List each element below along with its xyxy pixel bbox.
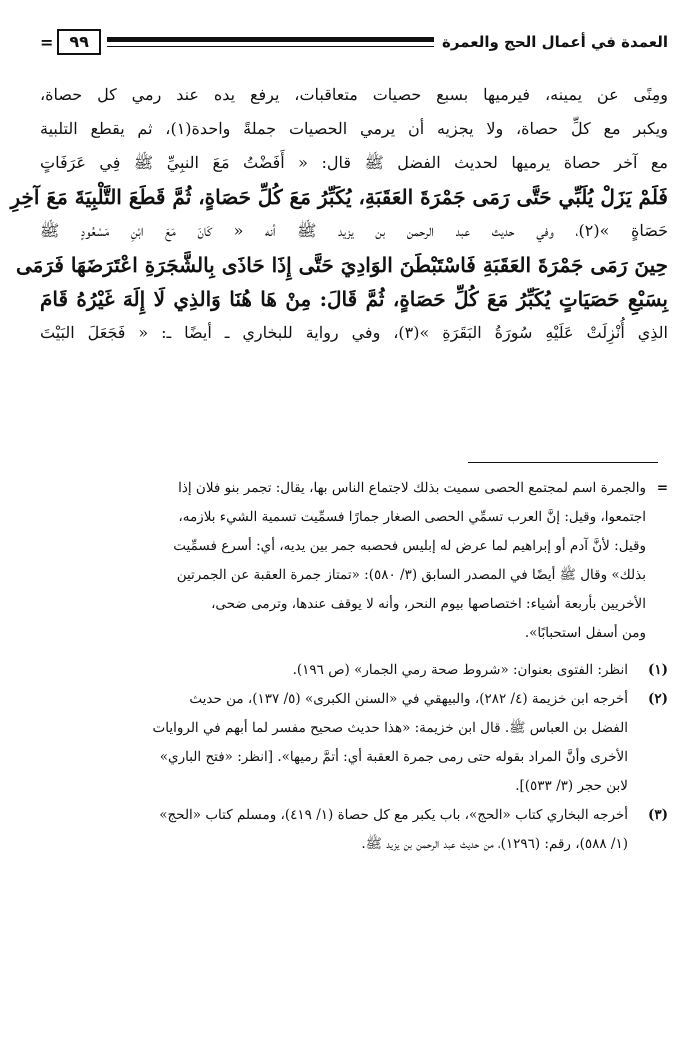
footnote-line: (١/ ٥٨٨)، رقم: (١٢٩٦)، من حديث عبد الرحمن بن يزيد ﷺ.: [361, 836, 628, 852]
footnote-line: ومن أسفل استحبابًا».: [524, 625, 646, 641]
footnote-1: [40, 656, 668, 685]
continued-footnote: [40, 474, 668, 648]
header-edge-mark: =: [40, 32, 54, 52]
text-line: ويكبر مع كلِّ حصاة، ولا يجزيه أن يرمي الحصيات جملةً واحدة(١)، ثم يقطع التلبية: [40, 119, 668, 138]
footnote-line: بذلك» وقال ﷺ أيضًا في المصدر السابق (٣/ ٥٨٠): «تمتاز جمرة العقبة عن الجمرتين: [176, 567, 646, 583]
footnote-line: الأخرى وأنَّ المراد بقوله حتى رمى جمرة العقبة أي: أتمَّ رميها». [انظر: «فتح الباري»: [159, 749, 628, 765]
text-line: مع آخر حصاة يرميها لحديث الفضل ﷺ قال: « أَفَضْتُ مَعَ النبِيِّ ﷺ فِي عَرَفَاتٍ: [40, 153, 668, 172]
footnote-line: الفضل بن العباس ﷺ. قال ابن خزيمة: «هذا حديث صحيح مفسر لما أبهم في الروايات: [152, 720, 628, 736]
footnote-line: انظر: الفتوى بعنوان: «شروط صحة رمي الجمار» (ص ١٩٦).: [292, 662, 628, 678]
footnote-number: (٣): [647, 807, 668, 823]
running-title: العمدة في أعمال الحج والعمرة: [442, 33, 668, 51]
header-rule: [107, 37, 434, 47]
footnote-number: (٢): [647, 691, 668, 707]
footnotes: [40, 474, 668, 859]
page-number: ٩٩: [57, 29, 101, 55]
hadith-line: فَلَمْ يَزَلْ يُلَبِّي حَتَّى رَمَى جَمْرَةَ العَقَبَةِ، يُكَبِّرُ مَعَ كُلِّ حَصَاةٍ، ثُمَّ قَطَعَ التَّلْبِيَةَ مَعَ آخِرِ: [10, 185, 668, 209]
main-text: [10, 78, 669, 350]
footnote-line: أخرجه ابن خزيمة (٤/ ٢٨٢)، والبيهقي في «السنن الكبرى» (٥/ ١٣٧)، من حديث: [189, 691, 628, 707]
footnote-divider: [468, 462, 658, 463]
footnote-line: اجتمعوا، وقيل: إنَّ العرب تسمِّي الحصى الصغار جمارًا فسمِّيت تسمية الشيء بلازمه،: [178, 509, 646, 525]
text-line: ومِنًى عن يمينه، فيرميها بسبع حصيات متعاقبات، يرفع يده عند رمي كل حصاة،: [40, 85, 668, 104]
footnote-line: لابن حجر (٣/ ٥٣٣)].: [515, 778, 628, 794]
footnote-number: (١): [647, 662, 668, 678]
text-line: حَصَاةٍ »(٢)، وفي حديث عبد الرحمن بن يزيد ﷺ أنه « كَانَ مَعَ ابْنِ مَسْعُودٍ ﷺ: [40, 221, 669, 240]
page-header: [40, 28, 668, 56]
footnote-line: والجمرة اسم لمجتمع الحصى سميت بذلك لاجتماع الناس بها، يقال: تجمر بنو فلان إذا: [178, 480, 646, 496]
hadith-line: بِسَبْعِ حَصَيَاتٍ يُكَبِّرُ مَعَ كُلِّ حَصَاةٍ، ثُمَّ قَالَ: مِنْ هَا هُنَا وَالذِي لَا إِلَهَ غَيْرُهُ قَامَ: [40, 287, 668, 311]
hadith-line: حِينَ رَمَى جَمْرَةَ العَقَبَةِ فَاسْتَبْطَنَ الوَادِيَ حَتَّى إِذَا حَاذَى بِالشَّجَرَةِ اعْتَرَضَهَا فَرَمَى: [15, 253, 668, 277]
footnote-line: وقيل: لأنَّ آدم أو إبراهيم لما عرض له إبليس فحصبه جمر بين يديه، أي: أسرع فسمِّيت: [173, 538, 646, 554]
footnote-line: أخرجه البخاري كتاب «الحج»، باب يكبر مع كل حصاة (١/ ٤١٩)، ومسلم كتاب «الحج»: [159, 807, 628, 823]
footnote-line: الأخريين بأربعة أشياء: اختصاصها بيوم النحر، وأنه لا يوقف عندها، وترمى ضحى،: [211, 596, 646, 612]
footnote-2: [40, 685, 668, 801]
continuation-mark: =: [656, 480, 668, 496]
text-line: الذِي أُنْزِلَتْ عَلَيْهِ سُورَةُ البَقَرَةِ »(٣)، وفي رواية للبخاري ـ أيضًا ـ: « فَجَعَلَ البَيْتَ: [40, 323, 668, 342]
footnote-3: [40, 801, 668, 859]
